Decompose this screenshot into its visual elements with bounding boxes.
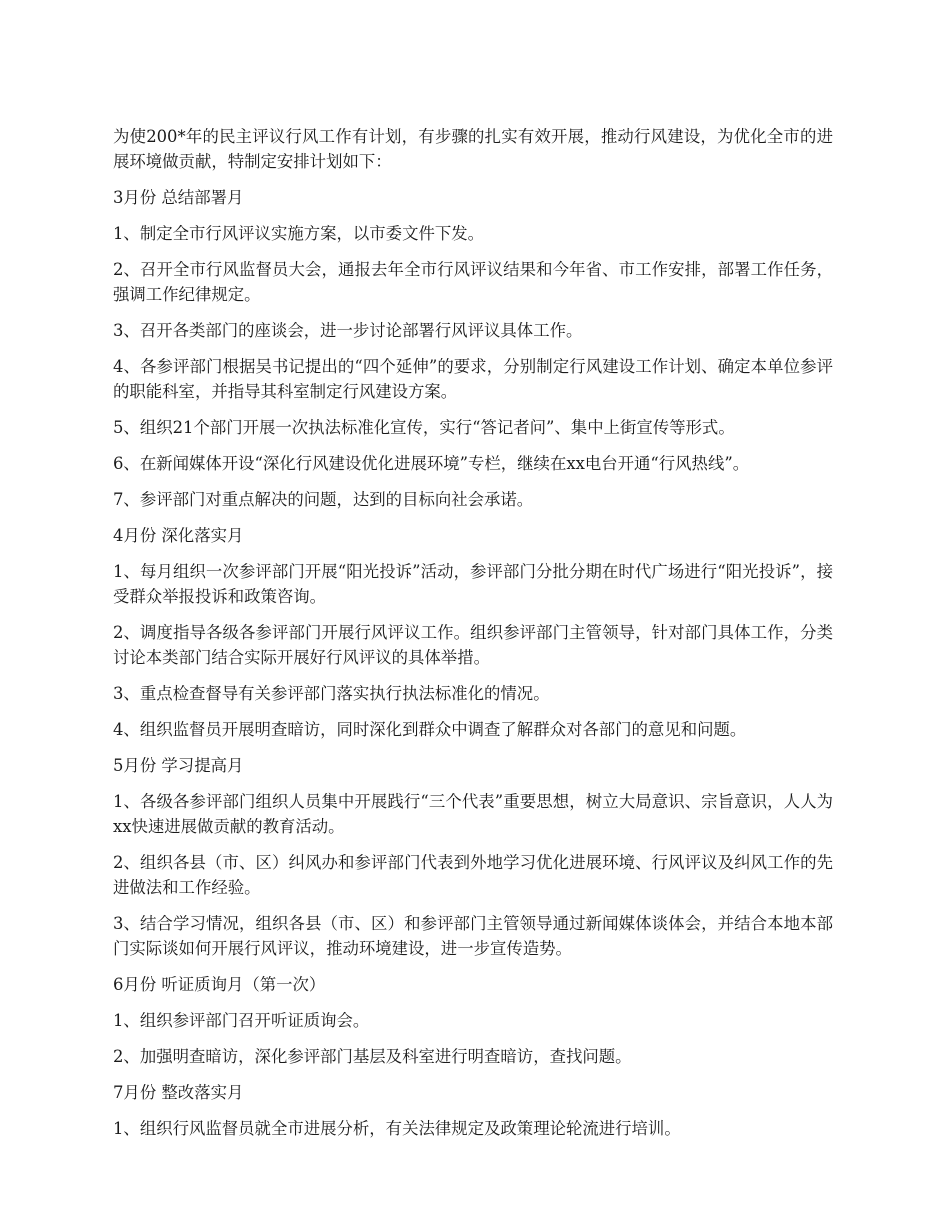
list-item: 5、组织21个部门开展一次执法标准化宣传，实行“答记者问”、集中上街宣传等形式。 [113, 418, 735, 437]
document-body [113, 124, 833, 1152]
list-item: 2、组织各县（市、区）纠风办和参评部门代表到外地学习优化进展环境、行风评议及纠风工作的先进做法和工作经验。 [113, 853, 833, 897]
list-item: 3、重点检查督导有关参评部门落实执行执法标准化的情况。 [113, 684, 550, 703]
list-item: 3、结合学习情况，组织各县（市、区）和参评部门主管领导通过新闻媒体谈体会，并结合本地本部门实际谈如何开展行风评议，推动环境建设，进一步宣传造势。 [113, 914, 833, 958]
list-item: 4、各参评部门根据吴书记提出的“四个延伸”的要求，分别制定行风建设工作计划、确定本单位参评的职能科室，并指导其科室制定行风建设方案。 [113, 357, 833, 401]
list-item: 1、组织参评部门召开听证质询会。 [113, 1011, 370, 1030]
list-item: 2、调度指导各级各参评部门开展行风评议工作。组织参评部门主管领导，针对部门具体工作，分类讨论本类部门结合实际开展好行风评议的具体举措。 [113, 623, 833, 667]
section-heading-march: 3月份 总结部署月 [113, 188, 244, 207]
list-item: 7、参评部门对重点解决的问题，达到的目标向社会承诺。 [113, 490, 534, 509]
list-item: 6、在新闻媒体开设“深化行风建设优化进展环境”专栏，继续在xx电台开通“行风热线”。 [113, 454, 750, 473]
list-item: 2、召开全市行风监督员大会，通报去年全市行风评议结果和今年省、市工作安排，部署工作任务，强调工作纪律规定。 [113, 260, 833, 304]
list-item: 4、组织监督员开展明查暗访，同时深化到群众中调查了解群众对各部门的意见和问题。 [113, 720, 747, 739]
section-heading-may: 5月份 学习提高月 [113, 756, 244, 775]
list-item: 1、制定全市行风评议实施方案，以市委文件下发。 [113, 224, 485, 243]
list-item: 3、召开各类部门的座谈会，进一步讨论部署行风评议具体工作。 [113, 321, 583, 340]
section-heading-july: 7月份 整改落实月 [113, 1083, 244, 1102]
section-heading-june: 6月份 听证质询月（第一次） [113, 975, 326, 994]
list-item: 1、每月组织一次参评部门开展“阳光投诉”活动，参评部门分批分期在时代广场进行“阳光投诉”，接受群众举报投诉和政策咨询。 [113, 562, 833, 606]
intro-paragraph: 为使200*年的民主评议行风工作有计划，有步骤的扎实有效开展，推动行风建设，为优化全市的进展环境做贡献，特制定安排计划如下： [113, 127, 833, 171]
section-heading-april: 4月份 深化落实月 [113, 526, 244, 545]
list-item: 1、各级各参评部门组织人员集中开展践行“三个代表”重要思想，树立大局意识、宗旨意识，人人为xx快速进展做贡献的教育活动。 [113, 792, 833, 836]
list-item: 2、加强明查暗访，深化参评部门基层及科室进行明查暗访，查找问题。 [113, 1047, 632, 1066]
list-item: 1、组织行风监督员就全市进展分析，有关法律规定及政策理论轮流进行培训。 [113, 1119, 681, 1138]
